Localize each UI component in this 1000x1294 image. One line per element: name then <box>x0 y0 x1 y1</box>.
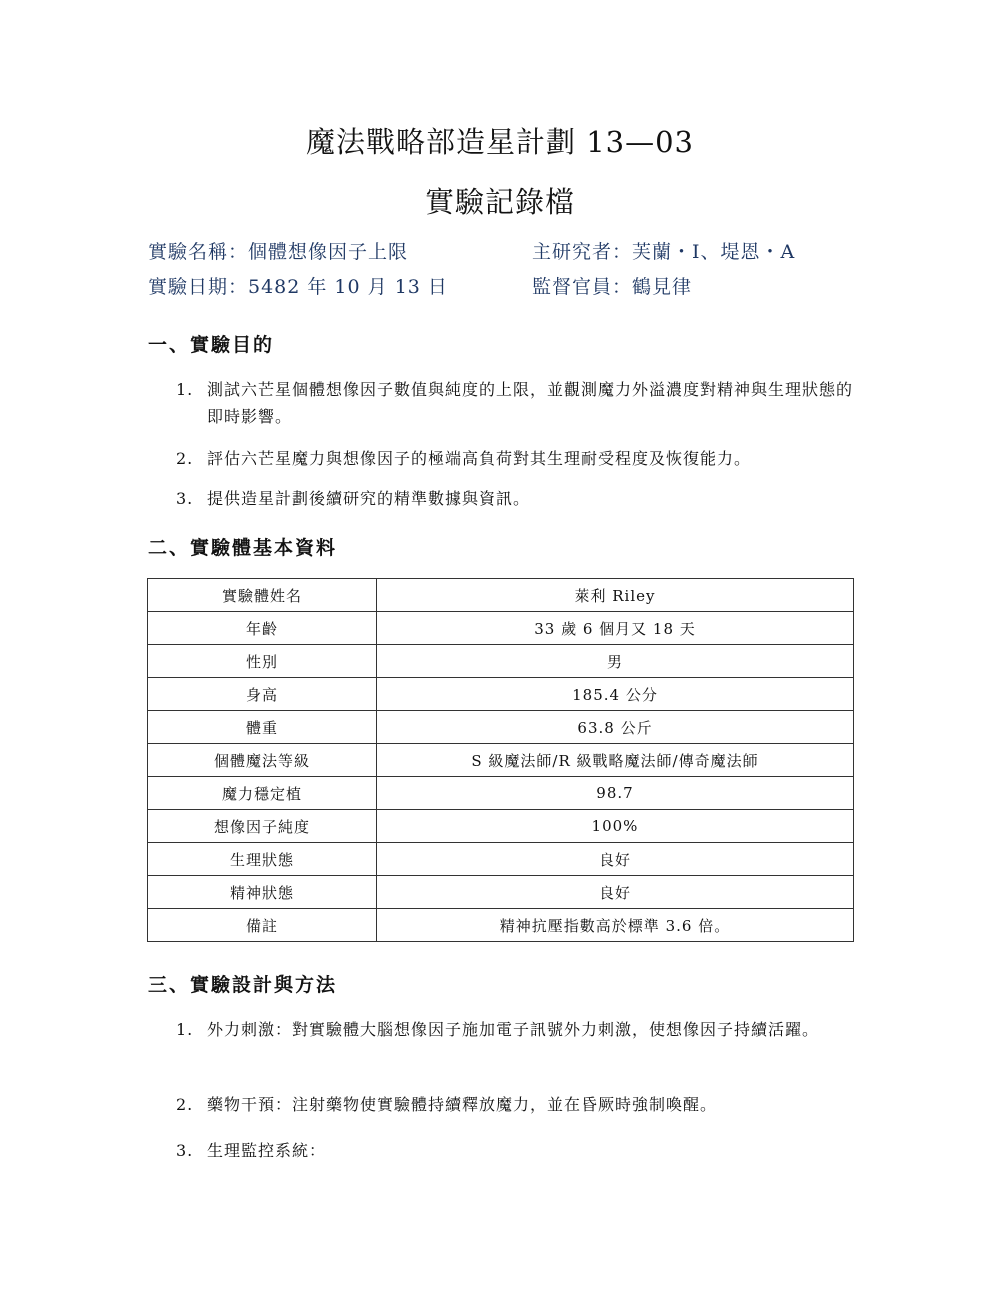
list-number: 1. <box>176 1020 194 1039</box>
table-value: 萊利 Riley <box>377 579 854 612</box>
list-item <box>176 1091 866 1118</box>
section-heading-purpose: 一、實驗目的 <box>148 334 275 356</box>
document-subtitle: 實驗記錄檔 <box>424 185 575 219</box>
table-row <box>148 744 854 777</box>
table-row <box>148 777 854 810</box>
document-title: 魔法戰略部造星計劃 13—03 <box>305 125 695 159</box>
table-key: 想像因子純度 <box>148 810 377 843</box>
list-text: 外力刺激：對實驗體大腦想像因子施加電子訊號外力刺激，使想像因子持續活躍。 <box>207 1020 820 1039</box>
list-number: 3. <box>176 489 194 508</box>
list-item <box>176 1016 866 1043</box>
subject-info-table <box>147 578 854 942</box>
experiment-name: 實驗名稱：個體想像因子上限 <box>148 241 409 263</box>
experiment-date: 實驗日期：5482 年 10 月 13 日 <box>148 276 448 298</box>
table-row <box>148 711 854 744</box>
list-text: 提供造星計劃後續研究的精準數據與資訊。 <box>207 489 531 508</box>
table-key: 生理狀態 <box>148 843 377 876</box>
supervisor: 監督官員：鶴見律 <box>532 276 693 298</box>
table-key: 體重 <box>148 711 377 744</box>
table-row <box>148 579 854 612</box>
lead-researcher: 主研究者：芙蘭・I、堤恩・A <box>532 241 796 263</box>
table-key: 精神狀態 <box>148 876 377 909</box>
list-number: 2. <box>176 1095 194 1114</box>
list-item <box>176 1137 866 1164</box>
list-item <box>176 376 866 430</box>
table-value: S 級魔法師/R 級戰略魔法師/傳奇魔法師 <box>377 744 854 777</box>
list-text: 測試六芒星個體想像因子數值與純度的上限，並觀測魔力外溢濃度對精神與生理狀態的即時影響。 <box>207 380 854 426</box>
table-value: 33 歲 6 個月又 18 天 <box>377 612 854 645</box>
table-key: 性別 <box>148 645 377 678</box>
table-row <box>148 843 854 876</box>
table-row <box>148 612 854 645</box>
table-value: 185.4 公分 <box>377 678 854 711</box>
list-text: 評估六芒星魔力與想像因子的極端高負荷對其生理耐受程度及恢復能力。 <box>207 449 752 468</box>
table-row <box>148 678 854 711</box>
list-number: 1. <box>176 380 194 399</box>
table-row <box>148 645 854 678</box>
section-heading-subject-info: 二、實驗體基本資料 <box>148 537 338 559</box>
table-value: 100% <box>377 810 854 843</box>
list-text: 生理監控系統： <box>207 1141 327 1160</box>
list-number: 2. <box>176 449 194 468</box>
table-value: 良好 <box>377 843 854 876</box>
table-value: 良好 <box>377 876 854 909</box>
table-key: 魔力穩定植 <box>148 777 377 810</box>
section-heading-design-methods: 三、實驗設計與方法 <box>148 974 338 996</box>
table-row <box>148 876 854 909</box>
table-row <box>148 810 854 843</box>
list-number: 3. <box>176 1141 194 1160</box>
table-key: 個體魔法等級 <box>148 744 377 777</box>
table-key: 實驗體姓名 <box>148 579 377 612</box>
table-key: 身高 <box>148 678 377 711</box>
table-value: 63.8 公斤 <box>377 711 854 744</box>
table-value: 精神抗壓指數高於標準 3.6 倍。 <box>377 909 854 942</box>
list-item <box>176 445 866 472</box>
table-key: 年齡 <box>148 612 377 645</box>
table-key: 備註 <box>148 909 377 942</box>
list-item <box>176 485 866 512</box>
table-value: 男 <box>377 645 854 678</box>
table-row <box>148 909 854 942</box>
table-value: 98.7 <box>377 777 854 810</box>
list-text: 藥物干預：注射藥物使實驗體持續釋放魔力，並在昏厥時強制喚醒。 <box>207 1095 718 1114</box>
